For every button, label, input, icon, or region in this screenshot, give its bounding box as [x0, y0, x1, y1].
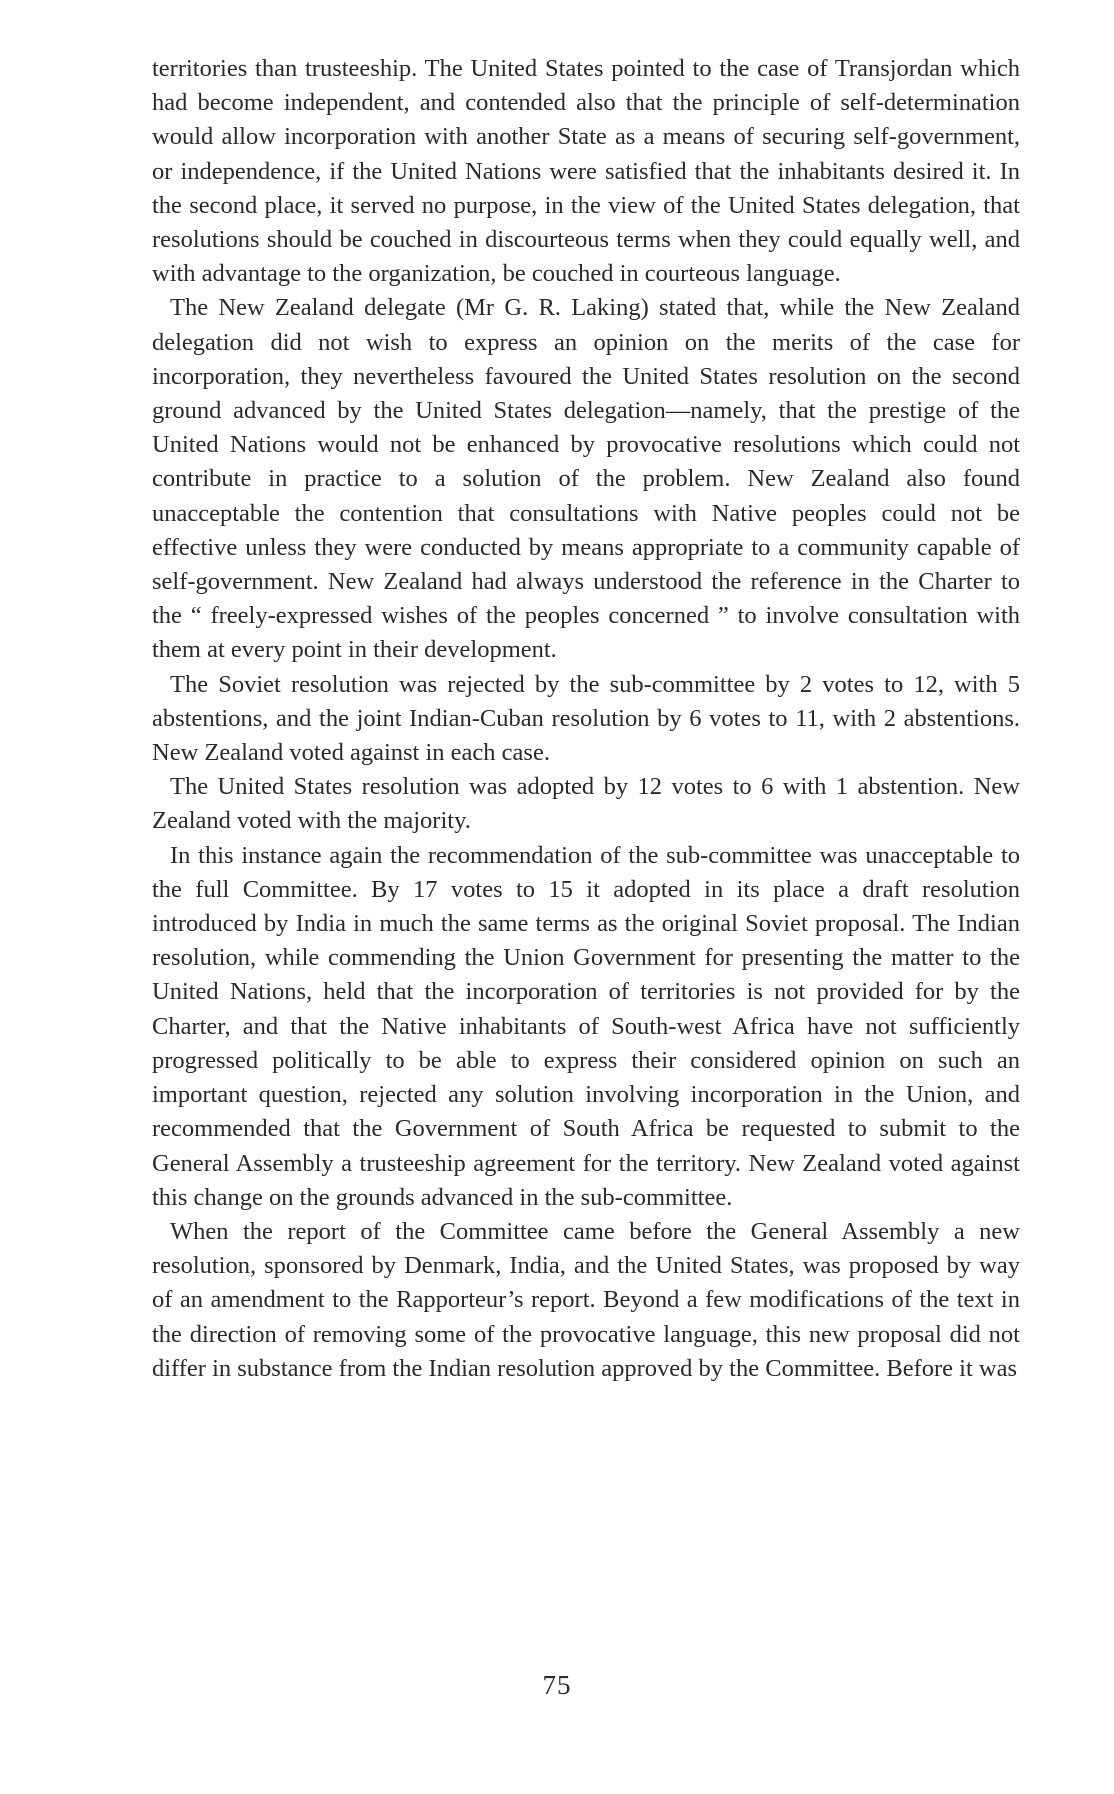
paragraph: The Soviet resolution was rejected by the sub-committee by 2 votes to 12, with 5 abstentions, and the joint Indian-Cuban resolution by 6 votes to 11, with 2 abstentions. New Zealand voted against in each case. — [152, 670, 1020, 767]
paragraph: The New Zealand delegate (Mr G. R. Laking) stated that, while the New Zealand delegation did not wish to express an opinion on the merits of the case for incorporation, they nevertheless favoured the United States resolution on the second ground advanced by the United States delegation—namely, that the prestige of the United Nations would not be enhanced by provocative resolutions which could not contribute in practice to a solution of the problem. New Zealand also found unacceptable the contention that consultations with Native peoples could not be effective unless they were conducted by means appropriate to a community capable of self-government. New Zealand had always understood the reference in the Charter to the “ freely-expressed wishes of the peoples concerned ” to involve consultation with them at every point in their development. — [152, 294, 1020, 664]
paragraph: territories than trusteeship. The United States pointed to the case of Transjordan which had become independent, and contended also that the principle of self-determination would allow incorporation with another State as a means of securing self-government, or independence, if the United Nations were satisfied that the inhabitants desired it. In the second place, it served no purpose, in the view of the United States delegation, that resolutions should be couched in discourteous terms when they could equally well, and with advantage to the organization, be couched in courteous language. — [152, 55, 1020, 288]
page-number: 75 — [542, 1670, 572, 1700]
body-text — [152, 52, 1020, 1386]
paragraph: In this instance again the recommendation of the sub-committee was unacceptable to the full Committee. By 17 votes to 15 it adopted in its place a draft resolution introduced by India in much the same terms as the original Soviet proposal. The Indian resolution, while commending the Union Government for presenting the matter to the United Nations, held that the incorporation of territories is not provided for by the Charter, and that the Native inhabitants of South-west Africa have not sufficiently progressed politically to be able to express their considered opinion on such an important question, rejected any solution involving incorporation in the Union, and recommended that the Government of South Africa be requested to submit to the General Assembly a trusteeship agreement for the territory. New Zealand voted against this change on the grounds advanced in the sub-committee. — [152, 841, 1020, 1211]
paragraph: The United States resolution was adopted by 12 votes to 6 with 1 abstention. New Zealand voted with the majority. — [152, 773, 1020, 835]
paragraph: When the report of the Committee came before the General Assembly a new resolution, sponsored by Denmark, India, and the United States, was proposed by way of an amendment to the Rapporteur’s report. Beyond a few modifications of the text in the direction of removing some of the provocative language, this new proposal did not differ in substance from the Indian resolution approved by the Committee. Before it was — [152, 1217, 1020, 1382]
